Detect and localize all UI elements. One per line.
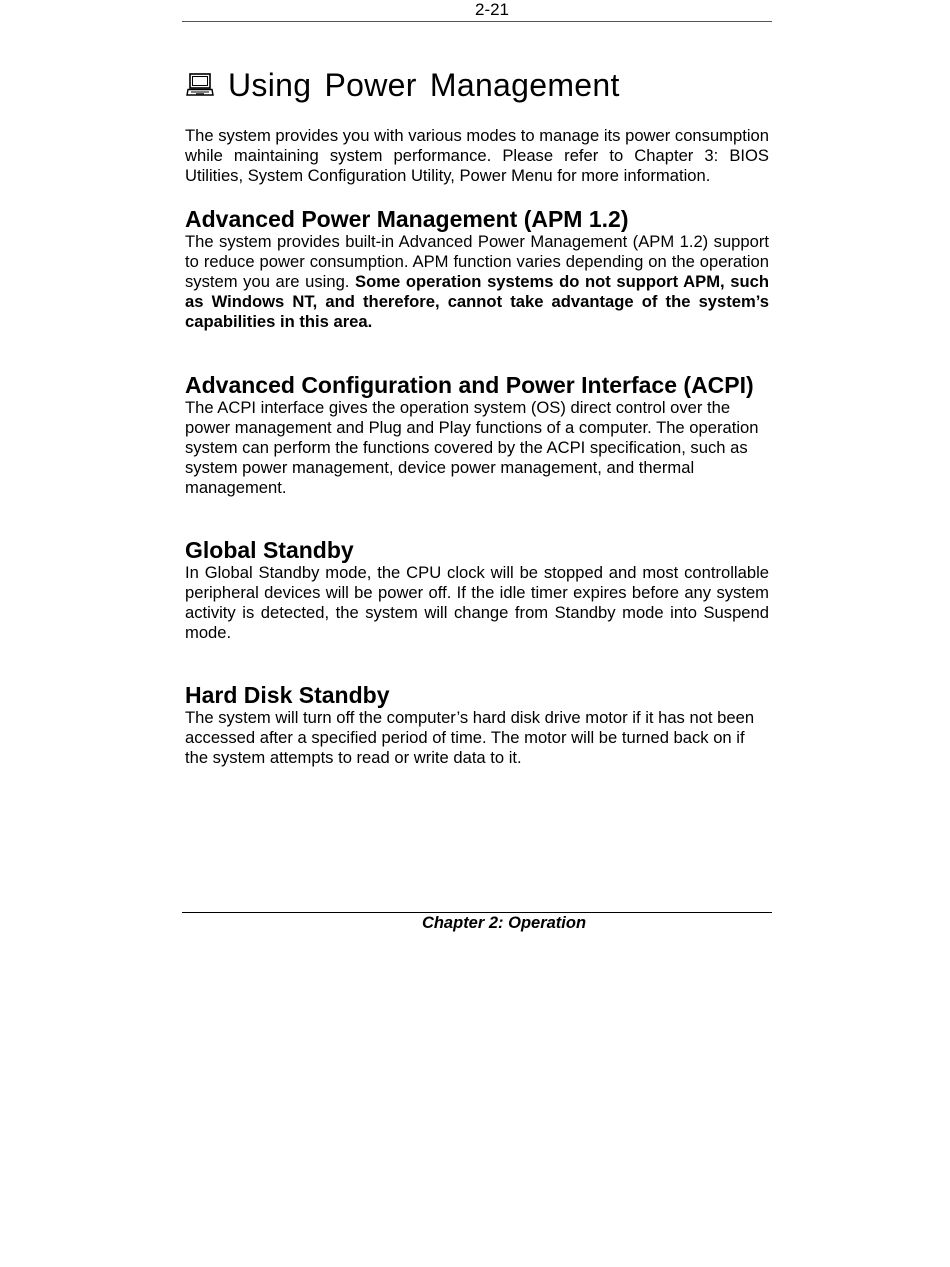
page-title: Using Power Management [228,66,620,103]
footer-chapter: Chapter 2: Operation [421,914,587,932]
section-apm [185,206,769,332]
section-hard-disk-standby [185,682,769,768]
laptop-icon [186,72,214,98]
section-heading-acpi: Advanced Configuration and Power Interface (ACPI) [185,372,754,398]
section-body-acpi: The ACPI interface gives the operation system (OS) direct control over the power management and Plug and Play functions of a computer. The operation system can perform the functions covered by the ACPI specification, such as system power management, device power management, and thermal management. [185,398,759,497]
intro-paragraph: The system provides you with various modes to manage its power consumption while maintaining system performance. Please refer to Chapter 3: BIOS Utilities, System Configuration Utility, Power Menu for more information. [185,126,769,185]
title-row [185,62,769,108]
section-body-global-standby: In Global Standby mode, the CPU clock will be stopped and most controllable peripheral devices will be power off. If the idle timer expires before any system activity is detected, the system will change from Standby mode into Suspend mode. [185,563,769,642]
page-content [185,62,769,768]
section-heading-global-standby: Global Standby [185,537,354,563]
section-body-apm-text: The system provides built-in Advanced Power Management (APM 1.2) support to reduce power consumption. APM function varies depending on the operation system you are using. [185,232,769,291]
section-heading-hard-disk-standby: Hard Disk Standby [185,682,390,708]
section-body-hard-disk-standby: The system will turn off the computer’s hard disk drive motor if it has not been accessed after a specified period of time. The motor will be turned back on if the system attempts to read or write data to it. [185,708,755,767]
section-acpi [185,372,769,498]
page-number: 2-21 [474,0,510,19]
section-body-apm [185,232,769,332]
section-global-standby [185,537,769,643]
header-rule [182,21,772,22]
section-heading-apm: Advanced Power Management (APM 1.2) [185,206,629,232]
section-body-apm-bold: Some operation systems do not support APM, such as Windows NT, and therefore, cannot take advantage of the system’s capabilities in this area. [185,272,769,331]
